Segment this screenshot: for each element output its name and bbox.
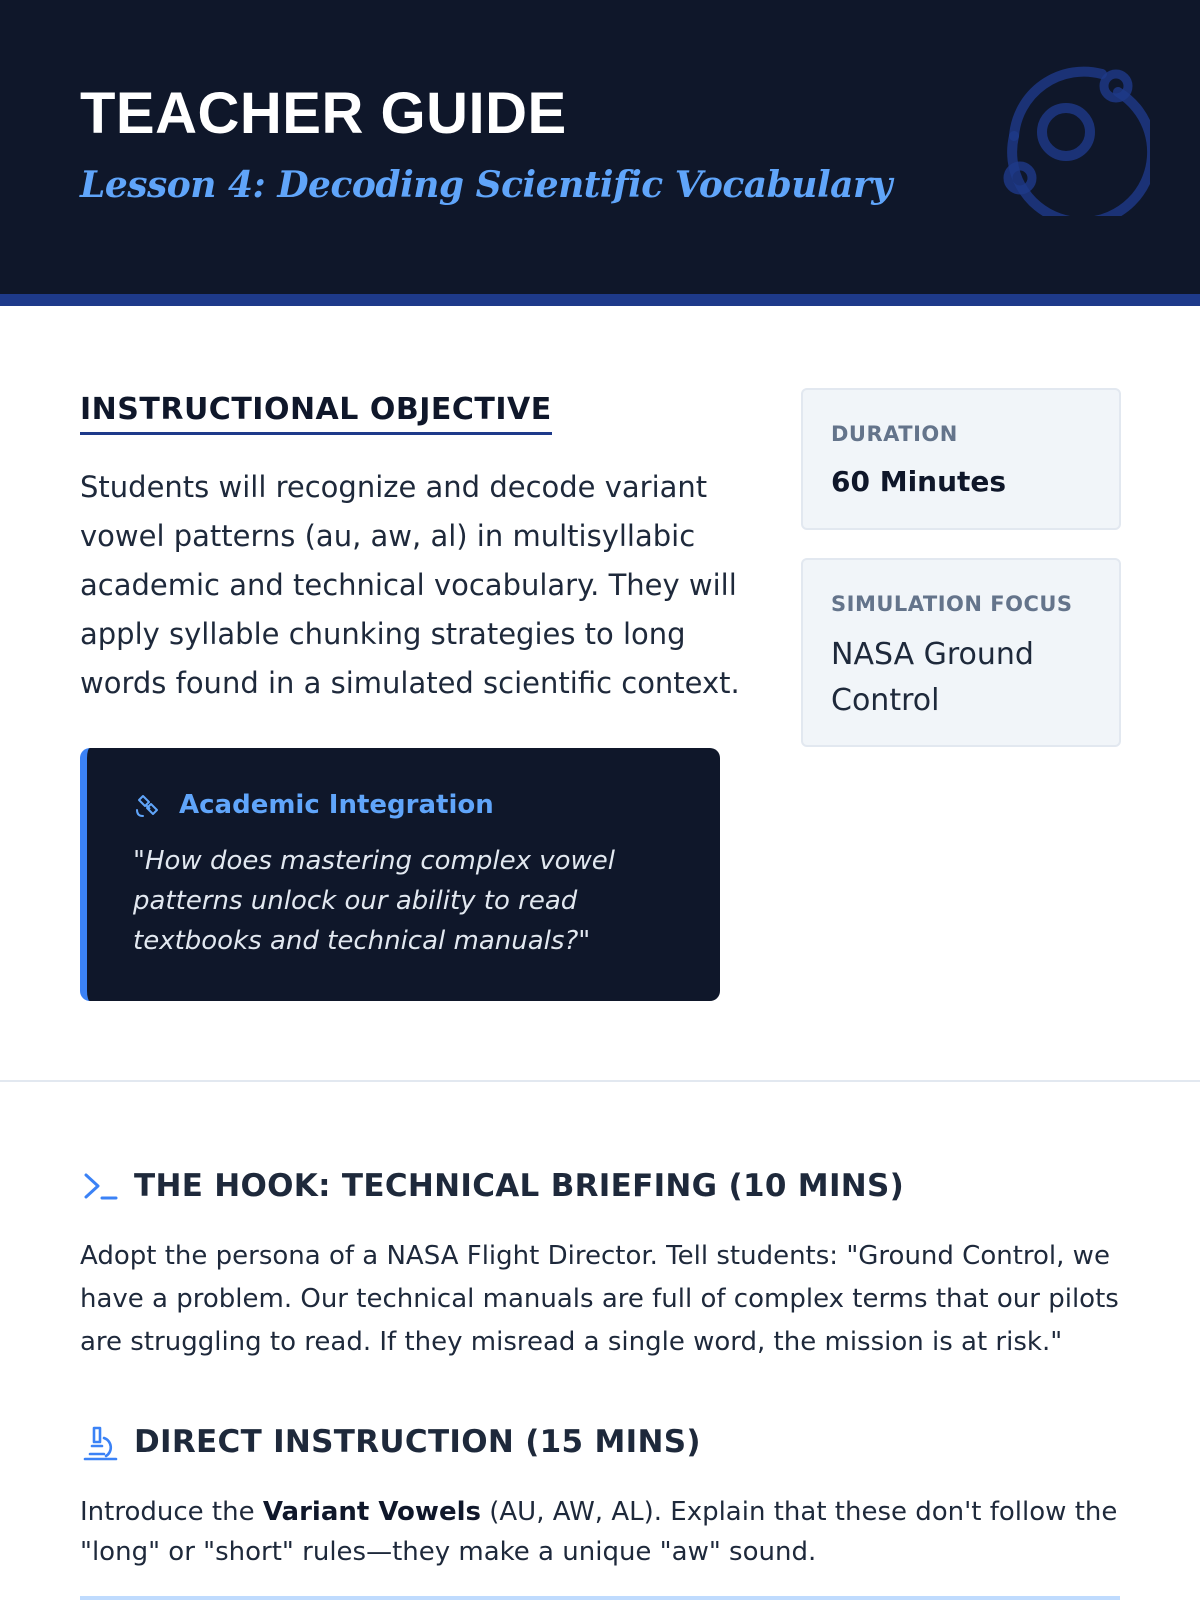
simulation-focus-value: NASA Ground Control [831,637,1034,718]
hook-text: Adopt the persona of a NASA Flight Director. Tell students: "Ground Control, we have a problem. Our technical manuals are full of complex terms that our pilots are struggling to read. If they misread a single word, the mission is at risk." [80,1241,1119,1357]
simulation-focus-card [801,558,1121,747]
callout-quote: "How does mastering complex vowel patterns unlock our ability to read textbooks and technical manuals?" [133,846,616,956]
di-text-before: Introduce the [80,1497,263,1527]
header-banner [0,0,1200,294]
microscope-icon [82,1424,120,1462]
objective-text: Students will recognize and decode variant vowel patterns (au, aw, al) in multisyllabic academic and technical vocabulary. They will apply syllable chunking strategies to long words found in a simulated scientific context. [80,470,740,700]
terminal-icon [82,1167,120,1205]
satellite-icon [133,792,161,820]
header-accent-bar [0,294,1200,306]
simulation-focus-label: SIMULATION FOCUS [831,592,1073,616]
bottom-rule [80,1596,1120,1600]
di-text-after: (AU, AW, AL). Explain that these don't follow the "long" or "short" rules—they make a unique "aw" sound. [80,1497,1118,1567]
lesson-subtitle: Lesson 4: Decoding Scientific Vocabulary [80,164,892,206]
section-divider [0,1080,1200,1082]
duration-value: 60 Minutes [831,465,1007,498]
orbit-icon [990,56,1150,216]
duration-label: DURATION [831,422,958,446]
academic-integration-callout [80,748,720,1001]
di-text-bold: Variant Vowels [262,1497,481,1527]
page-title: TEACHER GUIDE [80,81,567,146]
hook-heading: THE HOOK: TECHNICAL BRIEFING (10 MINS) [134,1168,905,1204]
duration-card [801,388,1121,530]
callout-title: Academic Integration [179,790,494,820]
objective-heading: INSTRUCTIONAL OBJECTIVE [80,390,552,435]
direct-instruction-heading: DIRECT INSTRUCTION (15 MINS) [134,1424,701,1460]
direct-instruction-text [80,1492,1120,1572]
